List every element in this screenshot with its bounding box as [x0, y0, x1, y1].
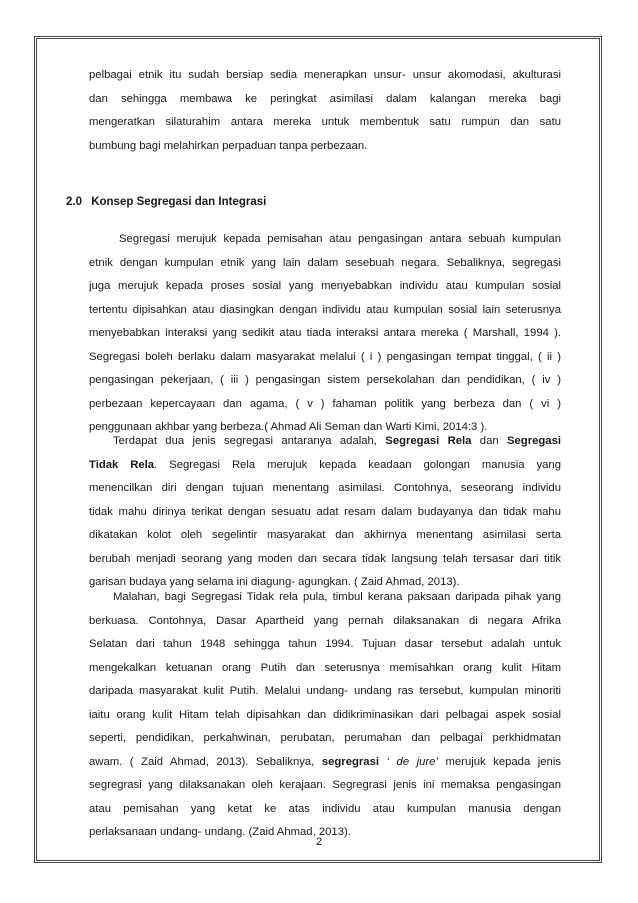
bold-term: Segregasi	[506, 435, 561, 447]
text-line	[89, 430, 561, 454]
text-line: mengeratkan silaturahim antara mereka untuk membentuk satu rumpun dan satu	[89, 116, 561, 128]
paragraph-segregasi-tidak-rela	[89, 586, 561, 845]
page-number: 2	[315, 836, 323, 848]
text-line: daripada masyarakat kulit Putih. Melalui undang- undang ras tersebut, kumpulan minoriti	[89, 685, 561, 697]
text-line: pelbagai etnik itu sudah bersiap sedia menerapkan unsur- unsur akomodasi, akulturasi	[89, 69, 561, 81]
text-line: Segregasi boleh berlaku dalam masyarakat melalui ( i ) pengasingan tempat tinggal, ( ii )	[89, 350, 561, 363]
text-line: menencilkan diri dengan tujuan menentang asimilasi. Contohnya, seseorang individu	[89, 482, 561, 494]
section-heading	[66, 196, 266, 208]
text-line: Segregasi merujuk kepada pemisahan atau pengasingan antara sebuah kumpulan	[119, 233, 561, 245]
text-line: juga merujuk kepada proses sosial yang menyebabkan individu atau kumpulan sosial	[89, 280, 561, 292]
text-fragment: Terdapat dua jenis segregasi antaranya adalah,	[113, 435, 377, 447]
text-line: perbezaan kepercayaan dan agama, ( v ) fahaman politik yang berbeza dan ( vi )	[89, 397, 561, 410]
text-line: pengasingan pekerjaan, ( iii ) pengasingan sistem persekolahan dan pendidikan, ( iv )	[89, 374, 561, 386]
section-title: Konsep Segregasi dan Integrasi	[91, 196, 267, 208]
text-line: Malahan, bagi Segregasi Tidak rela pula, timbul kerana paksaan daripada pihak yang	[113, 591, 561, 603]
text-line: tertentu dipisahkan atau diasingkan dengan individu atau kumpulan sosial lain seterusnya	[89, 303, 561, 316]
text-line: garisan budaya yang selama ini diagung- agungkan. ( Zaid Ahmad, 2013).	[89, 576, 460, 588]
text-fragment: . Segregasi Rela merujuk kepada keadaan golongan manusia yang	[154, 458, 561, 471]
text-fragment: merujuk kepada jenis	[445, 755, 561, 768]
text-line: mengekalkan ketuanan orang Putih dan seterusnya memisahkan orang kulit Hitam	[89, 661, 561, 674]
text-line: bumbung bagi melahirkan perpaduan tanpa perbezaan.	[89, 139, 368, 152]
text-line: atau pemisahan yang ketat ke atas individu atau kumpulan manusia dengan	[89, 802, 561, 815]
text-line	[89, 454, 561, 478]
bold-term: Tidak Rela	[89, 458, 155, 471]
text-line	[89, 751, 561, 775]
text-line: dikatakan kolot oleh segelintir masyarakat dan akhirnya menentang asimilasi serta	[89, 529, 561, 541]
text-line: etnik dengan kumpulan etnik yang lain dalam sesebuah negara. Sebaliknya, segregasi	[89, 256, 561, 269]
text-fragment: dan	[479, 435, 499, 447]
paragraph-segregasi-definition	[89, 228, 561, 440]
text-line: penggunaan akhbar yang berbeza.( Ahmad Ali Seman dan Warti Kimi, 2014:3 ).	[89, 421, 488, 433]
text-line: berubah menjadi seorang yang moden dan secara tidak langsung telah tersasar dari titik	[89, 552, 561, 565]
text-line: seperti, pendidikan, perkahwinan, perubatan, perumahan dan pelbagai perkhidmatan	[89, 732, 561, 744]
text-line: Selatan dari tahun 1948 sehingga tahun 1994. Tujuan dasar tersebut adalah untuk	[89, 638, 561, 650]
intro-paragraph	[89, 64, 561, 158]
text-line: perlaksanaan undang- undang. (Zaid Ahmad, 2013).	[89, 826, 351, 838]
text-line: segregrasi yang dilaksanakan oleh kerajaan. Segregrasi jenis ini memaksa pengasingan	[89, 779, 561, 791]
bold-term: segregrasi	[321, 755, 379, 768]
text-line: iaitu orang kulit Hitam telah dipisahkan dan didikriminasikan dari pelbagai aspek sosial	[89, 708, 561, 721]
text-line: berkuasa. Contohnya, Dasar Apartheid yang pernah dilaksanakan di negara Afrika	[89, 614, 561, 627]
text-line: tidak mahu dirinya terikat dengan sesuatu adat resam dalam budayanya dan tidak mahu	[89, 505, 561, 518]
text-line: dan sehingga membawa ke peringkat asimilasi dalam kalangan mereka bagi	[89, 92, 561, 105]
bold-term: Segregasi Rela	[385, 435, 472, 447]
text-line: menyebabkan interaksi yang sedikit atau tiada interaksi antara mereka ( Marshall, 1994 ).	[89, 327, 561, 339]
italic-term: ‘ de jure’	[386, 755, 438, 768]
text-fragment: awam. ( Zaid Ahmad, 2013). Sebaliknya,	[89, 755, 315, 768]
section-number: 2.0	[66, 196, 82, 208]
paragraph-segregasi-types	[89, 430, 561, 595]
